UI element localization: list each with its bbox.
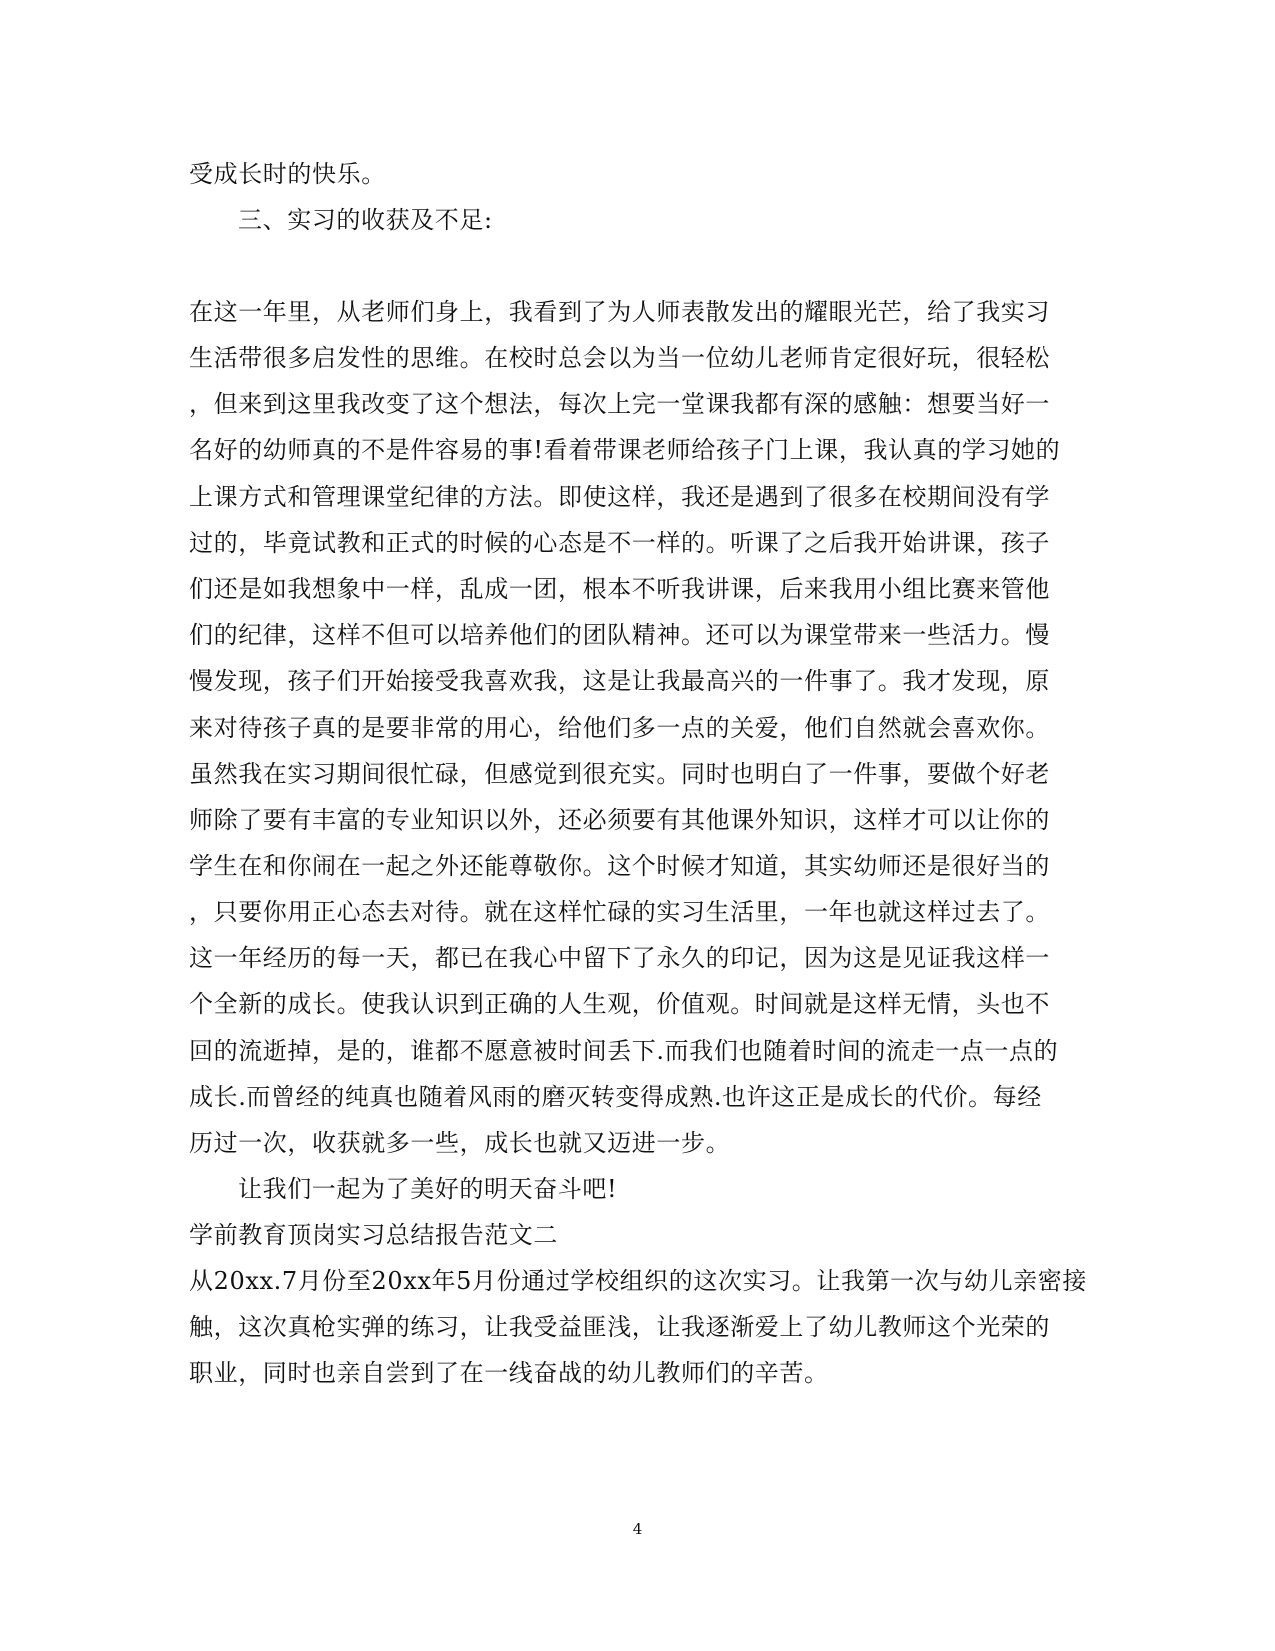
text-line: 来对待孩子真的是要非常的用心，给他们多一点的关爱，他们自然就会喜欢你。 [189, 714, 1050, 742]
text-line: 个全新的成长。使我认识到正确的人生观，价值观。时间就是这样无情，头也不 [189, 990, 1050, 1018]
text-line: 成长.而曾经的纯真也随着风雨的磨灭转变得成熟.也许这正是成长的代价。每经 [189, 1083, 1042, 1111]
text-line: 慢发现，孩子们开始接受我喜欢我，这是让我最高兴的一件事了。我才发现，原 [189, 667, 1050, 695]
text-line: 过的，毕竟试教和正式的时候的心态是不一样的。听课了之后我开始讲课，孩子 [189, 529, 1050, 557]
text-line: ，但来到这里我改变了这个想法，每次上完一堂课我都有深的感触：想要当好一 [189, 390, 1050, 418]
closing-line: 让我们一起为了美好的明天奋斗吧! [238, 1175, 618, 1203]
text-line: 在这一年里，从老师们身上，我看到了为人师表散发出的耀眼光芒，给了我实习 [189, 298, 1050, 326]
text-line: 师除了要有丰富的专业知识以外，还必须要有其他课外知识，这样才可以让你的 [189, 806, 1050, 834]
text-line: 虽然我在实习期间很忙碌，但感觉到很充实。同时也明白了一件事，要做个好老 [189, 760, 1050, 788]
text-line: 触，这次真枪实弹的练习，让我受益匪浅，让我逐渐爱上了幼儿教师这个光荣的 [189, 1313, 1050, 1341]
text-line: 上课方式和管理课堂纪律的方法。即使这样，我还是遇到了很多在校期间没有学 [189, 483, 1050, 511]
text-line: 回的流逝掉，是的，谁都不愿意被时间丢下.而我们也随着时间的流走一点一点的 [189, 1037, 1059, 1065]
text-line: 历过一次，收获就多一些，成长也就又迈进一步。 [189, 1129, 731, 1157]
document-subtitle: 学前教育顶岗实习总结报告范文二 [189, 1221, 558, 1249]
text-line: 这一年经历的每一天，都已在我心中留下了永久的印记，因为这是见证我这样一 [189, 944, 1050, 972]
section-heading: 三、实习的收获及不足: [238, 206, 493, 234]
page-number: 4 [632, 1520, 643, 1538]
text-line: 从20xx.7月份至20xx年5月份通过学校组织的这次实习。让我第一次与幼儿亲密接 [189, 1267, 1087, 1295]
text-line: 受成长时的快乐。 [189, 160, 386, 188]
text-line: 学生在和你闹在一起之外还能尊敬你。这个时候才知道，其实幼师还是很好当的 [189, 852, 1050, 880]
text-line: 们还是如我想象中一样，乱成一团，根本不听我讲课，后来我用小组比赛来管他 [189, 575, 1050, 603]
text-line: ，只要你用正心态去对待。就在这样忙碌的实习生活里，一年也就这样过去了。 [189, 898, 1050, 926]
text-line: 们的纪律，这样不但可以培养他们的团队精神。还可以为课堂带来一些活力。慢 [189, 621, 1050, 649]
text-line: 名好的幼师真的不是件容易的事!看着带课老师给孩子门上课，我认真的学习她的 [189, 436, 1061, 464]
text-line: 生活带很多启发性的思维。在校时总会以为当一位幼儿老师肯定很好玩，很轻松 [189, 344, 1050, 372]
text-line: 职业，同时也亲自尝到了在一线奋战的幼儿教师们的辛苦。 [189, 1359, 829, 1387]
